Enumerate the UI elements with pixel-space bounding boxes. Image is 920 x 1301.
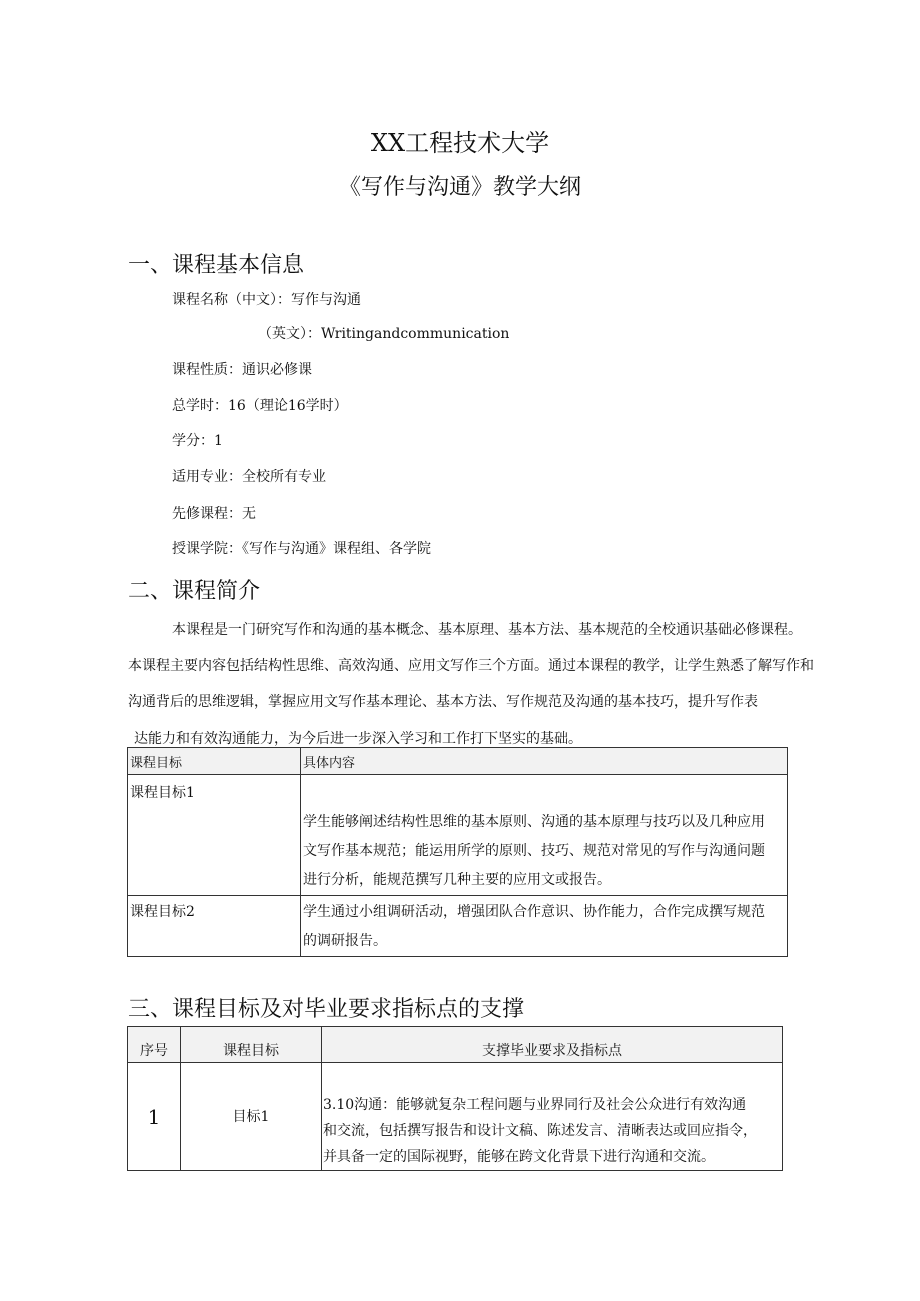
goal-cell: 课程目标1 — [128, 775, 301, 896]
support-line: 3.10沟通：能够就复杂工程问题与业界同行及社会公众进行有效沟通 — [323, 1097, 747, 1113]
support-line: 和交流，包括撰写报告和设计文稿、陈述发言、清晰表达或回应指令， — [323, 1123, 757, 1139]
table-row — [128, 1063, 783, 1171]
applicable-majors: 适用专业：全校所有专业 — [172, 469, 326, 485]
table-header-row — [128, 748, 788, 775]
content-line: 的调研报告。 — [303, 933, 387, 949]
table-header-index: 序号 — [128, 1027, 181, 1063]
section2-heading: 二、课程简介 — [128, 579, 261, 604]
course-nature: 课程性质：通识必修课 — [172, 362, 312, 378]
table-header-goal: 课程目标 — [128, 748, 301, 775]
content-cell — [301, 896, 788, 957]
goal-cell: 目标1 — [181, 1063, 322, 1171]
graduation-support-table — [127, 1026, 783, 1171]
course-goals-table — [127, 747, 788, 957]
index-cell: 1 — [128, 1063, 181, 1171]
course-hours: 总学时：16（理论16学时） — [172, 398, 348, 414]
section3-heading: 三、课程目标及对毕业要求指标点的支撑 — [128, 997, 525, 1022]
syllabus-title: 《写作与沟通》教学大纲 — [338, 175, 581, 200]
intro-line-3: 沟通背后的思维逻辑，掌握应用文写作基本理论、基本方法、写作规范及沟通的基本技巧，提升写作表 — [128, 694, 758, 710]
table-header-support: 支撑毕业要求及指标点 — [322, 1027, 783, 1063]
content-line: 学生通过小组调研活动，增强团队合作意识、协作能力，合作完成撰写规范 — [303, 904, 765, 920]
intro-line-2: 本课程主要内容包括结构性思维、高效沟通、应用文写作三个方面。通过本课程的教学，让学生熟悉了解写作和 — [128, 658, 814, 674]
table-header-content: 具体内容 — [301, 748, 788, 775]
table-header-goal: 课程目标 — [181, 1027, 322, 1063]
intro-line-4: 达能力和有效沟通能力，为今后进一步深入学习和工作打下坚实的基础。 — [134, 731, 582, 747]
content-cell — [301, 775, 788, 896]
course-name-en: （英文）：Writingandcommunication — [258, 326, 510, 342]
support-line: 并具备一定的国际视野，能够在跨文化背景下进行沟通和交流。 — [323, 1149, 715, 1165]
prerequisite-course: 先修课程：无 — [172, 506, 256, 522]
intro-line-1: 本课程是一门研究写作和沟通的基本概念、基本原理、基本方法、基本规范的全校通识基础必修课程。 — [172, 622, 802, 638]
section1-heading: 一、课程基本信息 — [128, 253, 305, 278]
content-line: 文写作基本规范；能运用所学的原则、技巧、规范对常见的写作与沟通问题 — [303, 843, 765, 859]
support-cell — [322, 1063, 783, 1171]
course-name-cn: 课程名称（中文）：写作与沟通 — [172, 292, 361, 308]
course-credits: 学分：1 — [172, 433, 223, 449]
content-line: 学生能够阐述结构性思维的基本原则、沟通的基本原理与技巧以及几种应用 — [303, 814, 765, 830]
teaching-department: 授课学院：《写作与沟通》课程组、各学院 — [172, 541, 431, 557]
table-header-row — [128, 1027, 783, 1063]
university-title: XX工程技术大学 — [370, 129, 550, 157]
table-row — [128, 896, 788, 957]
goal-cell: 课程目标2 — [128, 896, 301, 957]
table-row — [128, 775, 788, 896]
content-line: 进行分析，能规范撰写几种主要的应用文或报告。 — [303, 872, 611, 888]
